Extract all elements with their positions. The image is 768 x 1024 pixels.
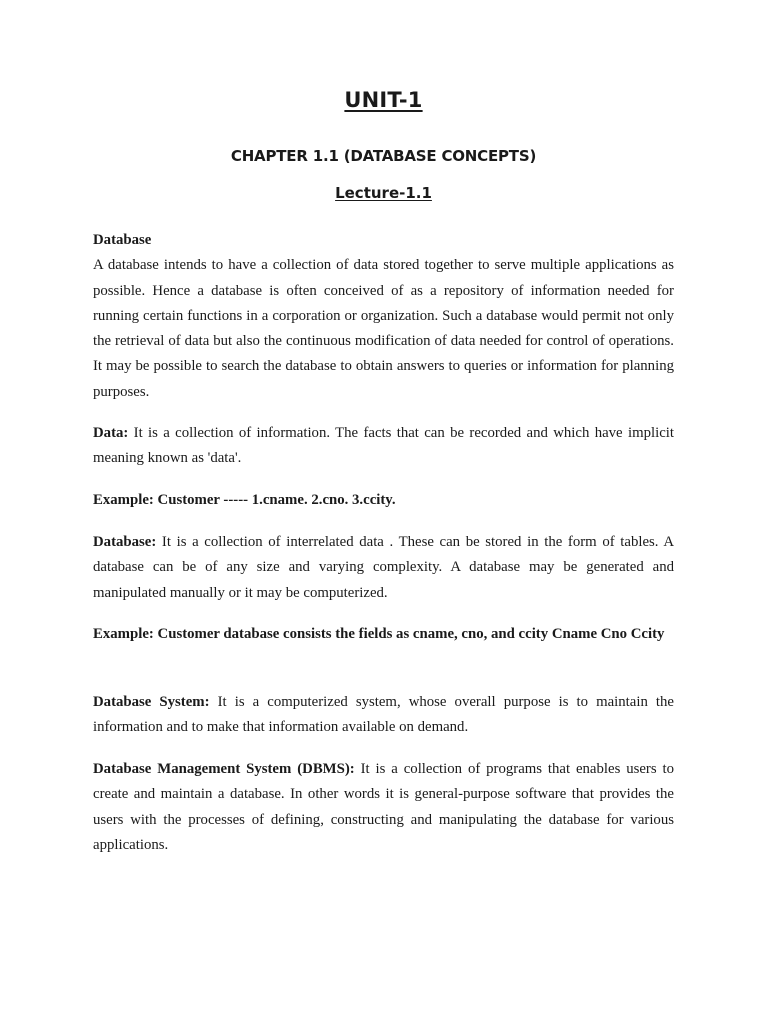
- dbms-text: It is a collection of programs that enables users to create and maintain a database. In other words it is general-purpose software that provides the users with the processes of defining, constructing and manipulating the database for various applications.: [93, 761, 675, 853]
- chapter-title: CHAPTER 1.1 (DATABASE CONCEPTS): [230, 147, 537, 165]
- data-text: It is a collection of information. The facts that can be recorded and which have implicit meaning known as 'data'.: [93, 425, 674, 467]
- example-customer-database: Example: Customer database consists the fields as cname, cno, and ccity Cname Cno Ccity: [93, 626, 665, 642]
- database-system-text: It is a computerized system, whose overall purpose is to maintain the information and to make that information available on demand.: [93, 694, 674, 736]
- example-customer-fields: Example: Customer ----- 1.cname. 2.cno. 3.ccity.: [93, 492, 396, 508]
- database-system-label: Database System:: [93, 694, 210, 710]
- database-paragraph: A database intends to have a collection of data stored together to serve multiple applications as possible. Hence a database is often conceived of as a repository of information needed for running certain functions in a corporation or organization. Such a database would permit not only the retrieval of data but also the continuous modification of data needed for control of operations. It may be possible to search the database to obtain answers to queries or information for planning purposes.: [93, 257, 674, 400]
- lecture-title: Lecture-1.1: [335, 184, 432, 202]
- dbms-label: Database Management System (DBMS):: [93, 761, 355, 777]
- data-label: Data:: [93, 425, 129, 441]
- database-definition: [93, 530, 674, 606]
- database-heading: Database: [93, 232, 152, 248]
- data-definition: [93, 421, 674, 472]
- database-definition-text: It is a collection of interrelated data . These can be stored in the form of tables. A database can be of any size and varying complexity. A database may be generated and manipulated manually or it may be computerized.: [93, 534, 674, 601]
- database-system-definition: [93, 690, 674, 741]
- unit-title: UNIT-1: [344, 88, 423, 112]
- dbms-definition: [93, 757, 674, 858]
- database-section: [93, 228, 674, 405]
- database-definition-label: Database:: [93, 534, 157, 550]
